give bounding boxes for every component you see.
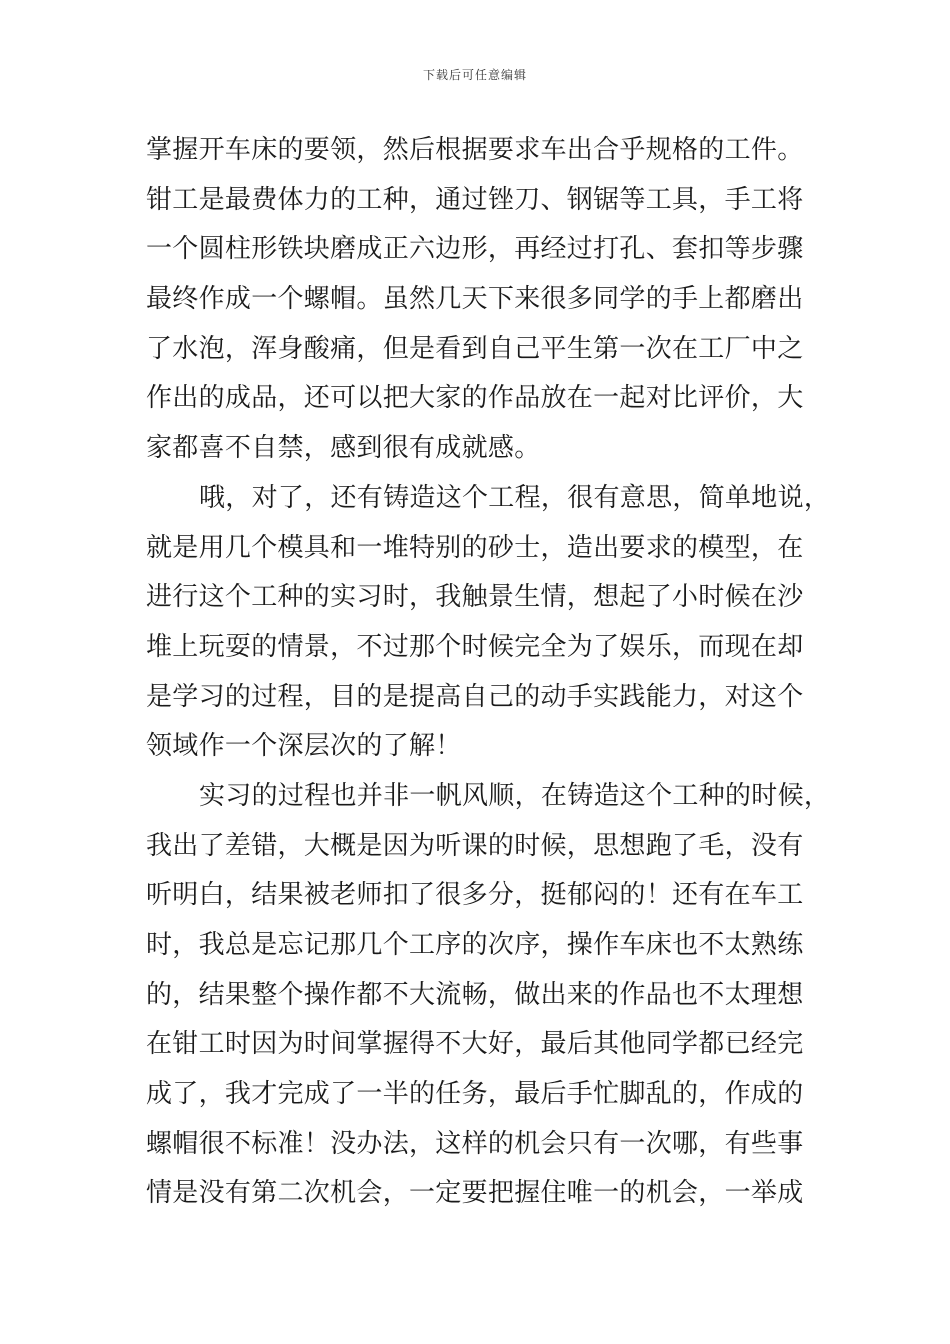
text-line: 成了，我才完成了一半的任务，最后手忙脚乱的，作成的 [146,1079,804,1110]
text-line: 钳工是最费体力的工种，通过锉刀、钢锯等工具，手工将 [146,184,804,215]
text-line: 一个圆柱形铁块磨成正六边形，再经过打孔、套扣等步骤 [146,234,804,265]
text-line: 了水泡，浑身酸痛，但是看到自己平生第一次在工厂中之 [146,333,804,364]
text-line: 掌握开车床的要领，然后根据要求车出合乎规格的工件。 [146,135,804,165]
paragraph-first-line: 实习的过程也并非一帆风顺，在铸造这个工种的时候， [199,780,831,811]
text-line: 情是没有第二次机会，一定要把握住唯一的机会，一举成 [146,1178,804,1209]
text-line: 时，我总是忘记那几个工序的次序，操作车床也不太熟练 [146,930,804,960]
document-body [146,126,831,1219]
text-line: 领域作一个深层次的了解！ [146,731,462,762]
text-line: 在钳工时因为时间掌握得不大好，最后其他同学都已经完 [146,1029,804,1060]
text-line: 的，结果整个操作都不大流畅，做出来的作品也不太理想 [146,979,804,1010]
text-line: 听明白，结果被老师扣了很多分，挺郁闷的！还有在车工 [146,880,804,911]
text-line: 是学习的过程，目的是提高自己的动手实践能力，对这个 [146,681,804,712]
text-line: 作出的成品，还可以把大家的作品放在一起对比评价，大 [146,383,804,414]
text-line: 堆上玩耍的情景，不过那个时候完全为了娱乐，而现在却 [146,631,804,662]
text-line: 家都喜不自禁，感到很有成就感。 [146,433,541,464]
text-line: 就是用几个模具和一堆特别的砂士，造出要求的模型，在 [146,532,804,563]
paragraph-first-line: 哦，对了，还有铸造这个工程，很有意思，简单地说， [199,482,831,513]
page-header: 下载后可任意编辑 [422,68,527,82]
text-line: 螺帽很不标准！没办法，这样的机会只有一次哪，有些事 [146,1128,804,1159]
text-line: 我出了差错，大概是因为听课的时候，思想跑了毛，没有 [146,830,804,861]
text-line: 最终作成一个螺帽。虽然几天下来很多同学的手上都磨出 [146,284,804,315]
text-line: 进行这个工种的实习时，我触景生情，想起了小时候在沙 [146,582,804,613]
